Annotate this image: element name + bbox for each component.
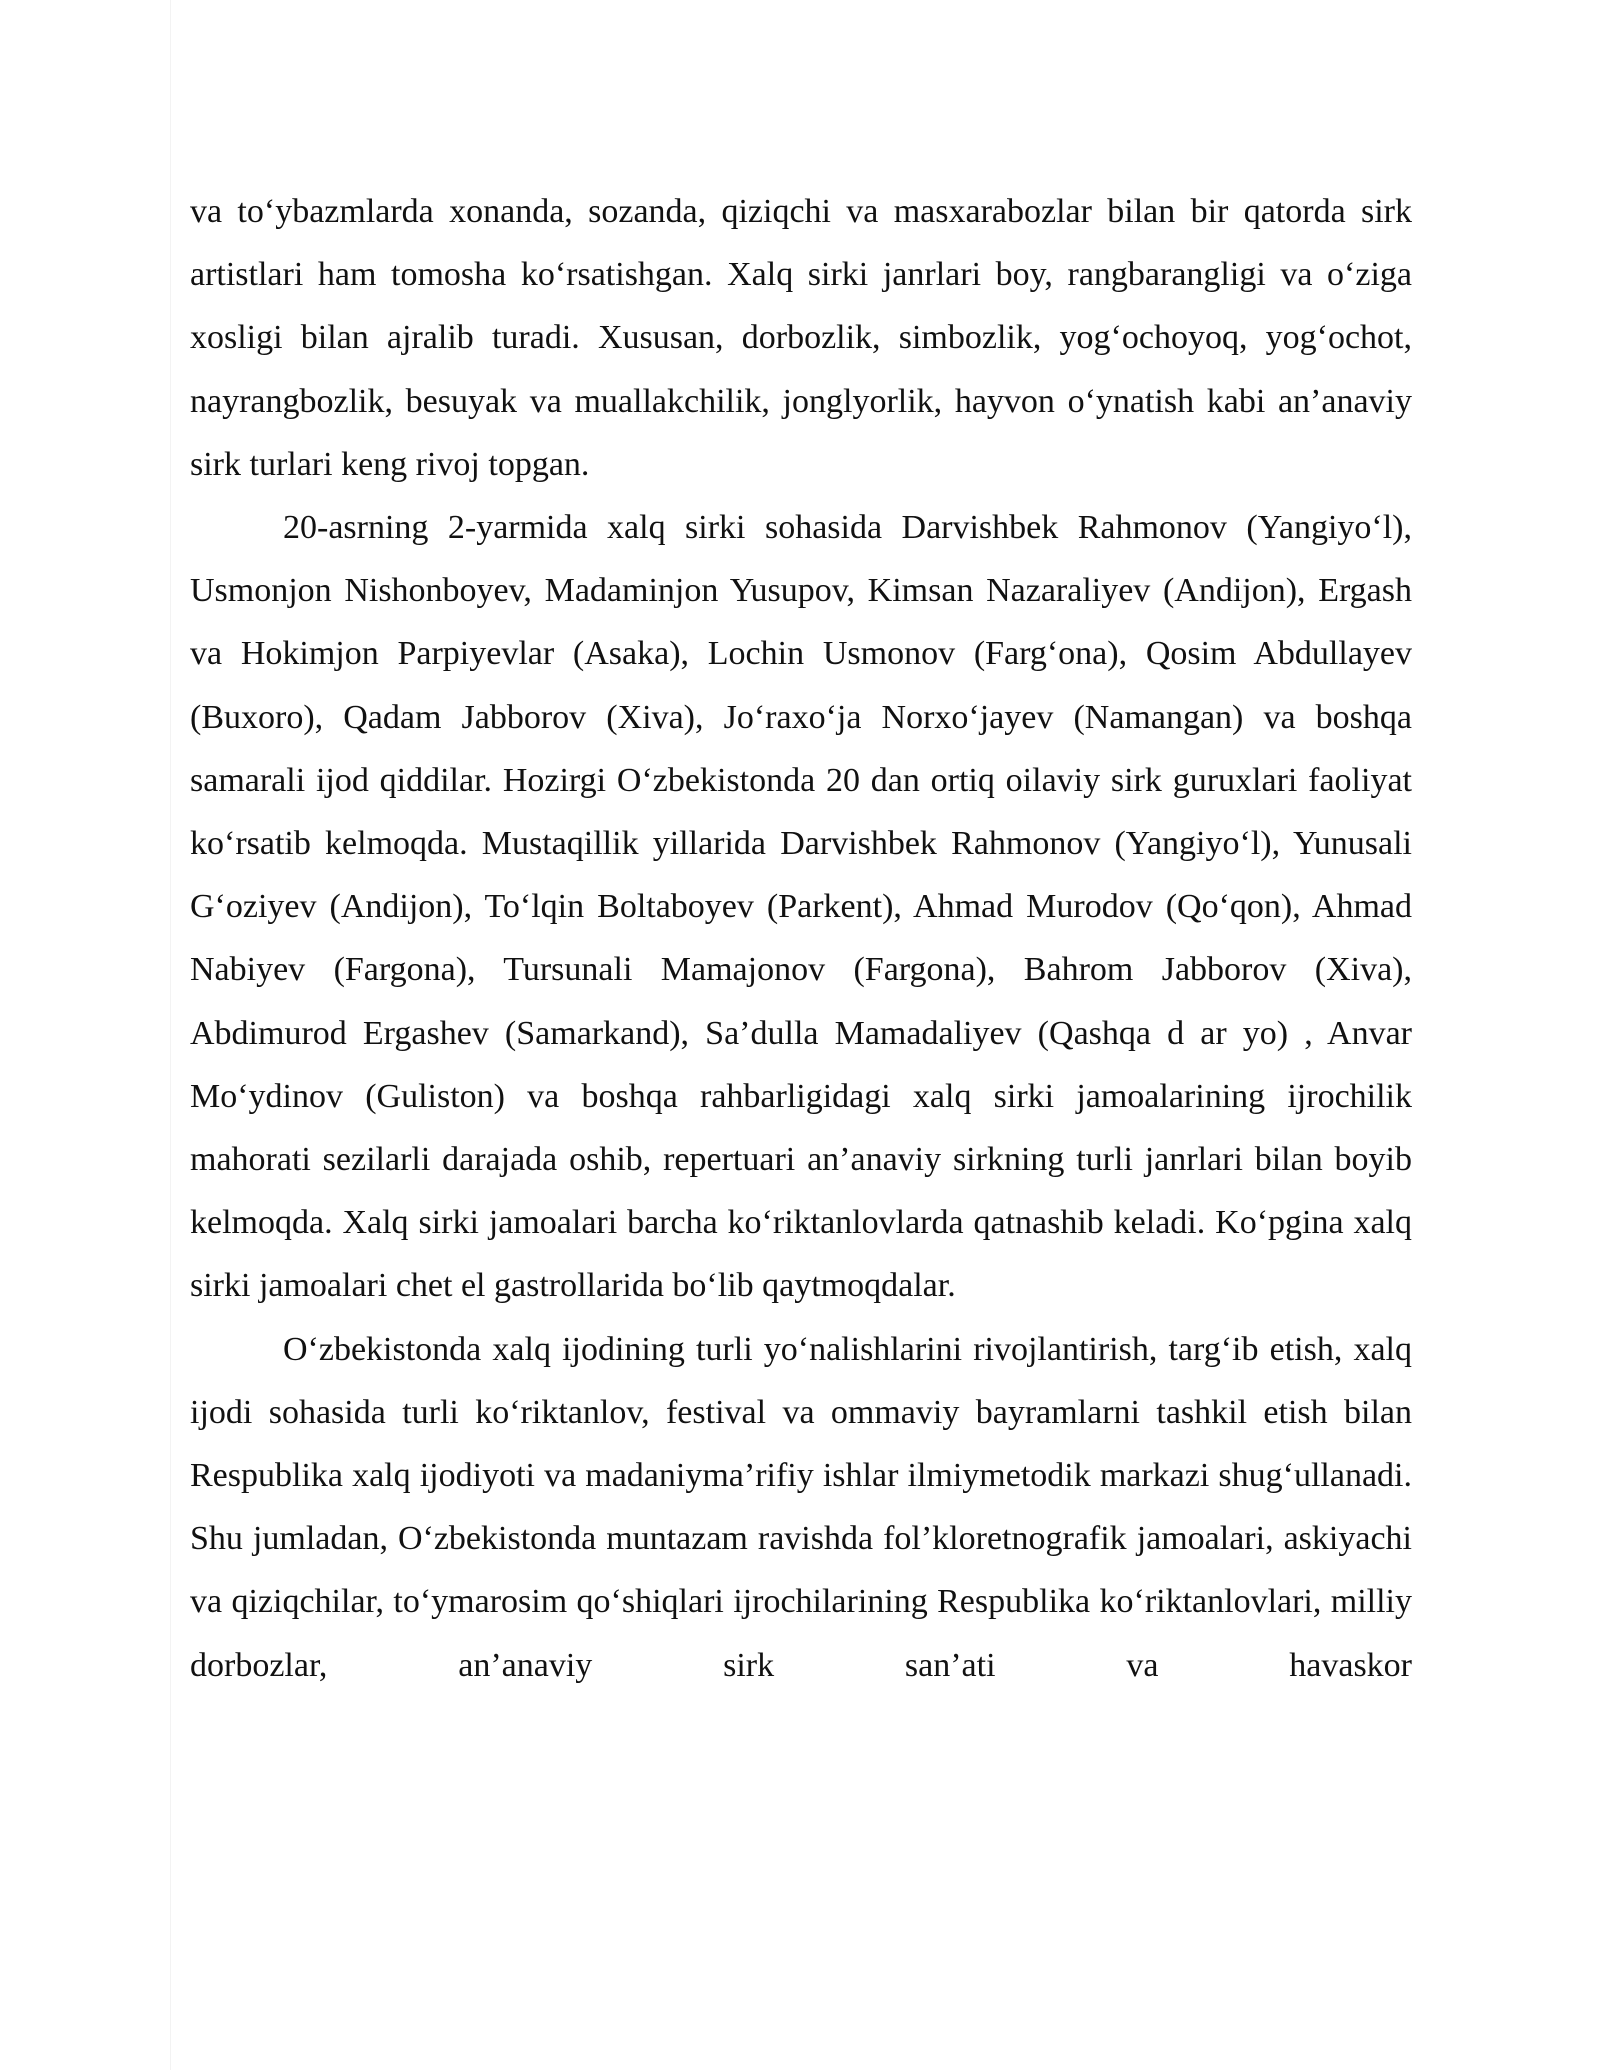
body-text — [190, 180, 1412, 1697]
page-edge-shadow — [170, 0, 171, 2070]
paragraph-folk-creativity-center: O‘zbekistonda xalq ijodining turli yo‘nalishlarini rivojlantirish, targ‘ib etish, xalq ijodi sohasida turli ko‘riktanlov, festival va ommaviy bayramlarni tashkil etish bilan Respublika xalq ijodiyoti va madaniyma’rifiy ishlar ilmiymetodik markazi shug‘ullanadi. Shu jumladan, O‘zbekistonda muntazam ravishda fol’kloretnografik jamoalari, askiyachi va qiziqchilar, to‘ymarosim qo‘shiqlari ijrochilarining Respublika ko‘riktanlovlari, milliy dorbozlar, an’anaviy sirk san’ati va havaskor — [190, 1330, 1412, 1684]
paragraph-circus-performers: 20-asrning 2-yarmida xalq sirki sohasida Darvishbek Rahmonov (Yangiyo‘l), Usmonjon Nishonboyev, Madaminjon Yusupov, Kimsan Nazaraliyev (Andijon), Ergash va Hokimjon Parpiyevlar (Asaka), Lochin Usmonov (Farg‘ona), Qosim Abdullayev (Buxoro), Qadam Jabborov (Xiva), Jo‘raxo‘ja Norxo‘jayev (Namangan) va boshqa samarali ijod qiddilar. Hozirgi O‘zbekistonda 20 dan ortiq oilaviy sirk guruxlari faoliyat ko‘rsatib kelmoqda. Mustaqillik yillarida Darvishbek Rahmonov (Yangiyo‘l), Yunusali G‘oziyev (Andijon), To‘lqin Boltaboyev (Parkent), Ahmad Murodov (Qo‘qon), Ahmad Nabiyev (Fargona), Tursunali Mamajonov (Fargona), Bahrom Jabborov (Xiva), Abdimurod Ergashev (Samarkand), Sa’dulla Mamadaliyev (Qashqa d ar yo) , Anvar Mo‘ydinov (Guliston) va boshqa rahbarligidagi xalq sirki jamoalarining ijrochilik mahorati sezilarli darajada oshib, repertuari an’anaviy sirkning turli janrlari bilan boyib kelmoqda. Xalq sirki jamoalari barcha ko‘riktanlovlarda qatnashib keladi. Ko‘pgina xalq sirki jamoalari chet el gastrollarida bo‘lib qaytmoqdalar. — [190, 509, 1412, 1305]
paragraph-continuation: va to‘ybazmlarda xonanda, sozanda, qiziqchi va masxarabozlar bilan bir qatorda sirk artistlari ham tomosha ko‘rsatishgan. Xalq sirki janrlari boy, rangbarangligi va o‘ziga xosligi bilan ajralib turadi. Xususan, dorbozlik, simbozlik, yog‘ochoyoq, yog‘ochot, nayrangbozlik, besuyak va muallakchilik, jonglyorlik, hayvon o‘ynatish kabi an’anaviy sirk turlari keng rivoj topgan. — [190, 193, 1412, 483]
